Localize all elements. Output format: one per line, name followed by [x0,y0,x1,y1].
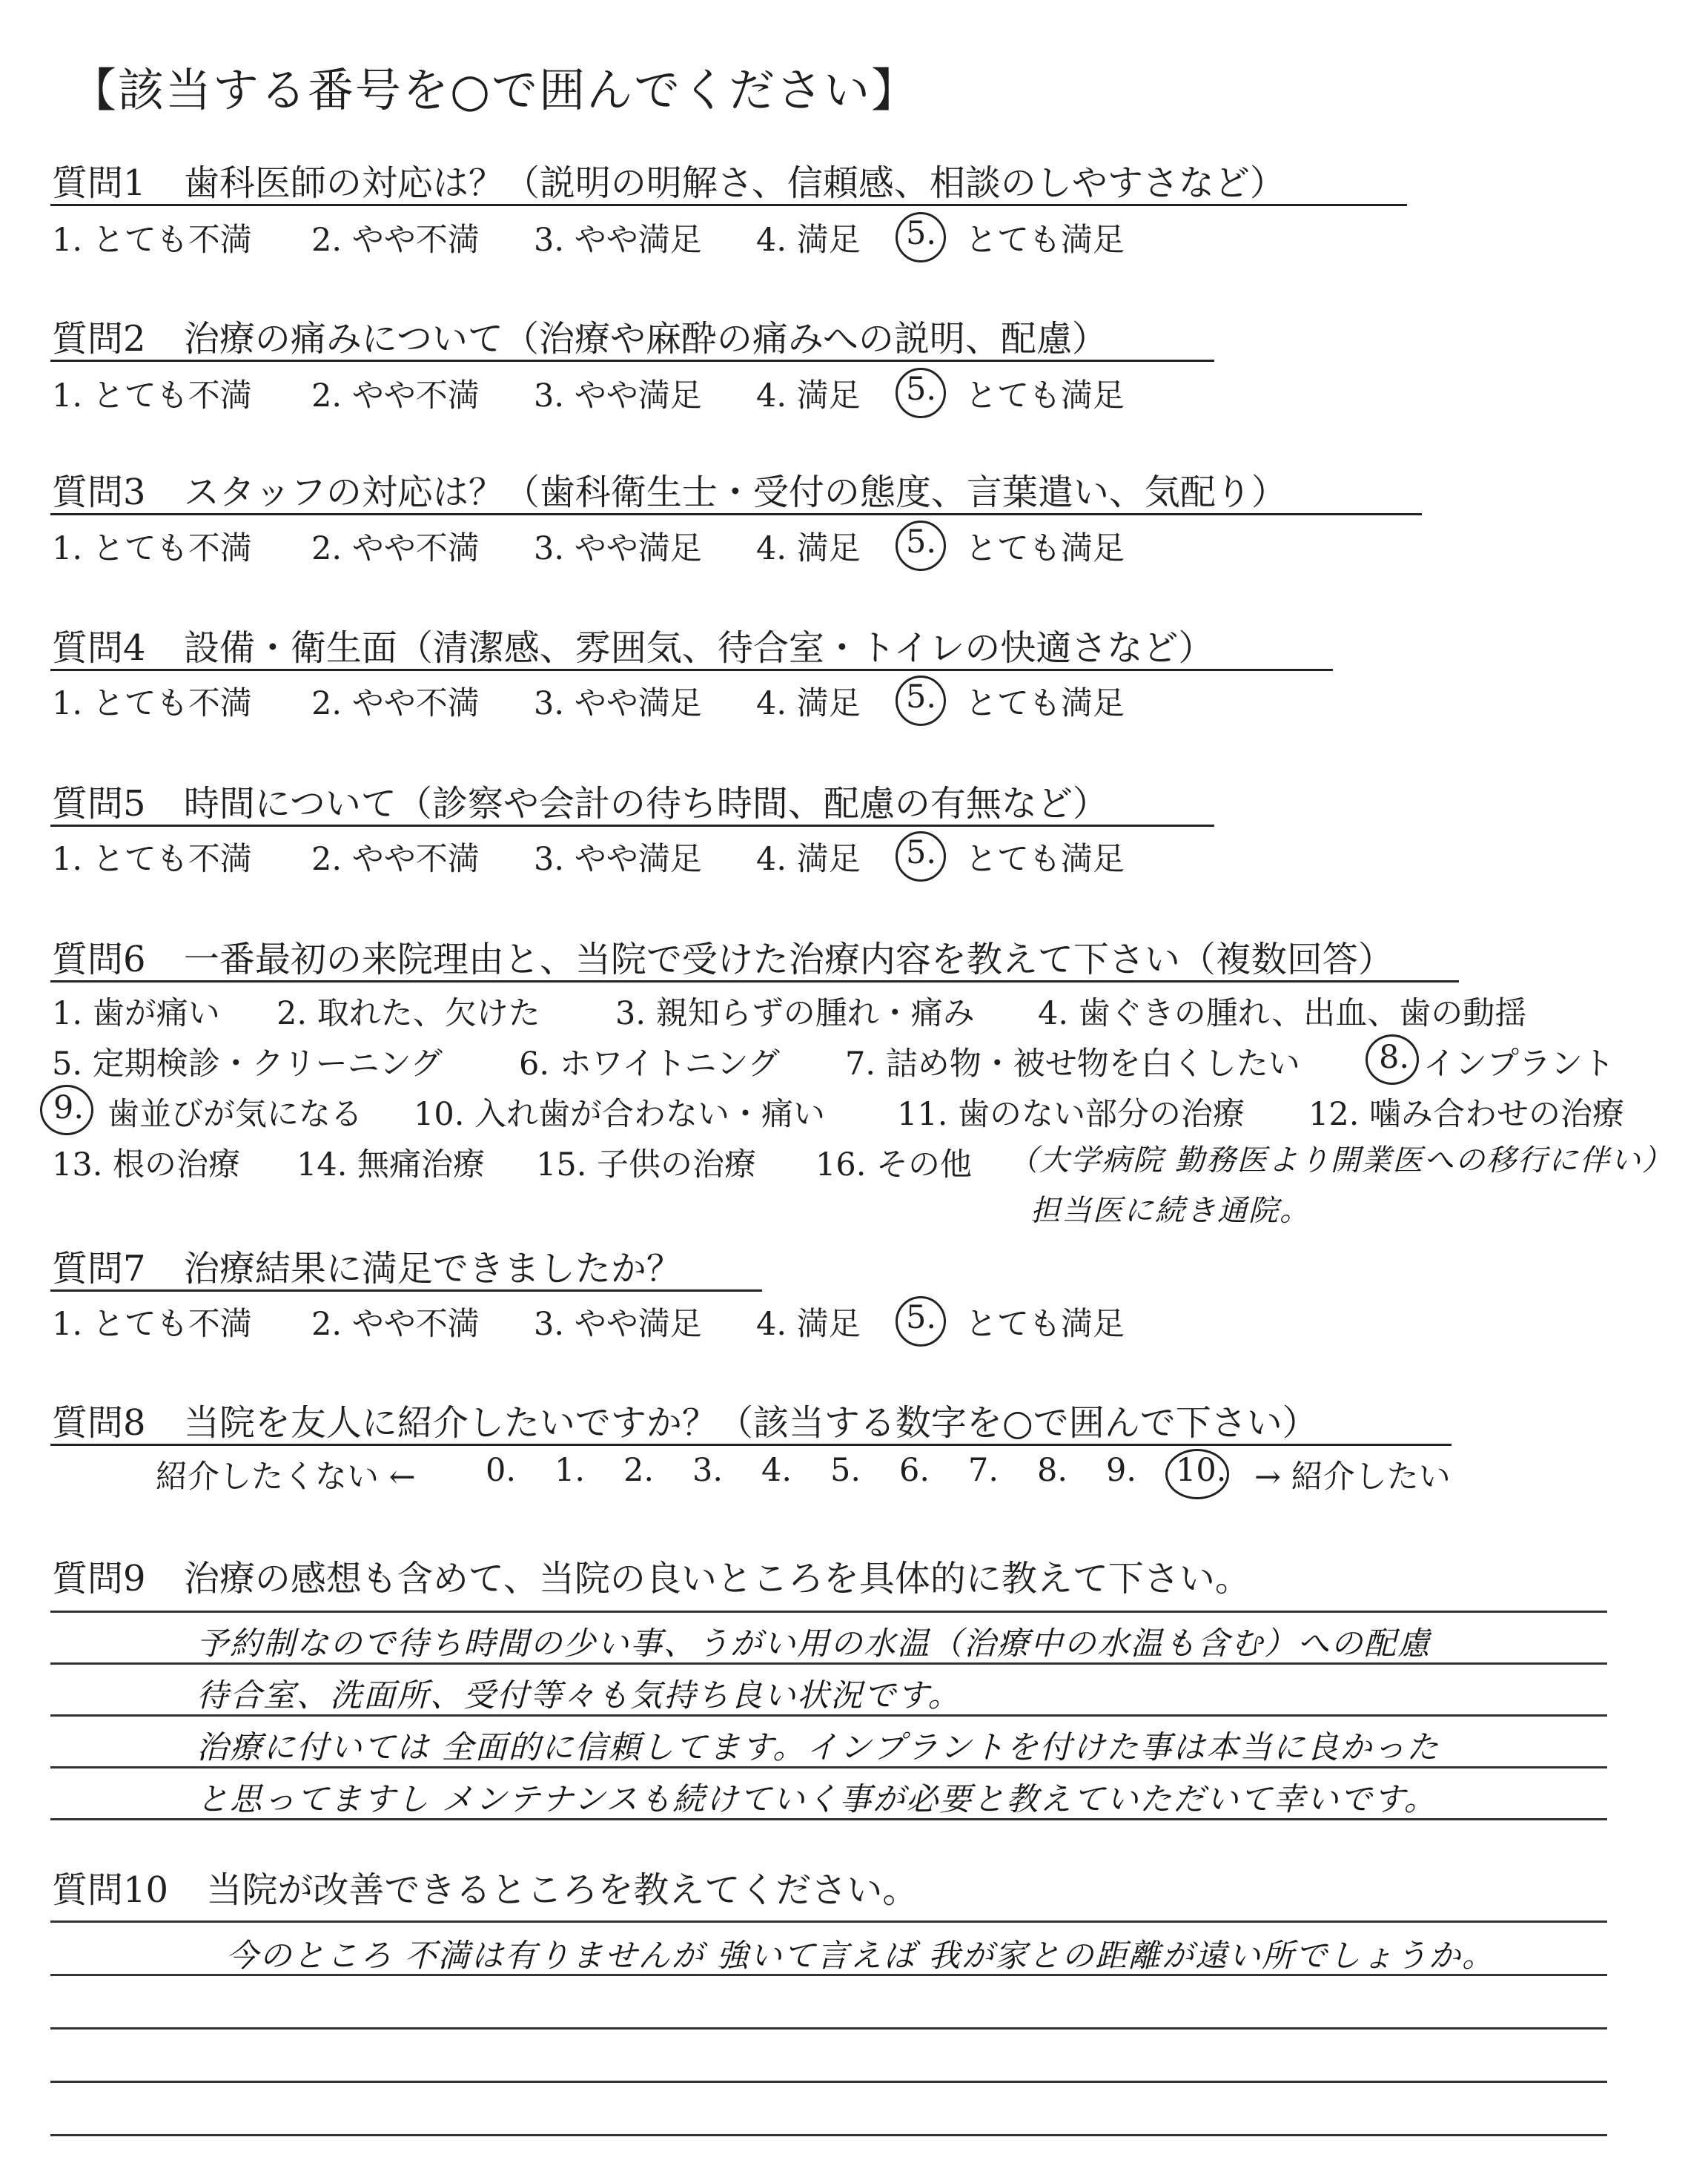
score-6[interactable]: 6. [899,1452,930,1489]
selection-circle [1366,1034,1419,1085]
option-5[interactable]: 5. [906,834,937,871]
score-10[interactable]: 10. [1176,1452,1227,1489]
option-5[interactable]: 5. [906,1299,937,1336]
q6-other-handwritten-1: （大学病院 勤務医より開業医への移行に伴い） [1008,1143,1673,1178]
question-underline [50,513,1422,515]
answer-scale-7 [52,1299,1683,1344]
option-4[interactable]: 4. 満足 [756,685,861,722]
question-text: スタッフの対応は？（歯科衛生士・受付の態度、言葉遣い、気配り） [183,472,1287,513]
question-9 [52,1550,1251,1601]
question-text: 歯科医師の対応は？（説明の明解さ、信頼感、相談のしやすさなど） [183,162,1285,204]
q9-answer-line-1: 予約制なので待ち時間の少い事、うがい用の水温（治療中の水温も含む）への配慮 [196,1625,1431,1662]
question-10 [52,1861,918,1912]
q6-other-handwritten-2: 担当医に続き通院。 [1030,1194,1311,1228]
answer-rule [50,2027,1607,2029]
option-1[interactable]: 1. とても不満 [52,222,252,259]
q6-option-3[interactable]: 3. 親知らずの腫れ・痛み [615,995,975,1032]
option-2[interactable]: 2. やや不満 [311,841,480,878]
score-2[interactable]: 2. [623,1452,655,1489]
option-1[interactable]: 1. とても不満 [52,1306,252,1343]
question-underline [50,825,1214,827]
answer-rule [50,2081,1607,2083]
question-underline [50,1444,1452,1446]
q6-option-7[interactable]: 7. 詰め物・被せ物を白くしたい [845,1046,1300,1083]
question-4 [52,619,1214,670]
selection-circle [40,1085,93,1135]
answer-rule [50,1920,1607,1923]
question-label: 質問1 [52,162,146,204]
q6-option-1[interactable]: 1. 歯が痛い [52,995,220,1032]
selection-circle [1165,1449,1229,1499]
question-label: 質問10 [52,1869,169,1911]
question-3 [52,463,1287,515]
option-4[interactable]: 4. 満足 [756,530,861,567]
answer-rule [50,2134,1607,2136]
q10-answer-line-1: 今のところ 不満は有りませんが 強いて言えば 我が家との距離が遠い所でしょうか。 [226,1938,1496,1975]
question-8 [52,1394,1318,1445]
question-6 [52,931,1394,982]
score-4[interactable]: 4. [761,1452,792,1489]
question-text: 一番最初の来院理由と、当院で受けた治療内容を教えて下さい（複数回答） [183,939,1394,980]
q6-option-13[interactable]: 13. 根の治療 [52,1146,241,1183]
option-5-label: とても満足 [965,530,1125,567]
option-5-label: とても満足 [965,222,1125,259]
q6-option-8-number[interactable]: 8. [1379,1039,1410,1076]
question-text: 時間について（診察や会計の待ち時間、配慮の有無など） [183,783,1108,825]
option-5-label: とても満足 [965,841,1125,878]
option-3[interactable]: 3. やや満足 [534,685,702,722]
question-underline [50,360,1214,362]
q6-option-4[interactable]: 4. 歯ぐきの腫れ、出血、歯の動揺 [1038,995,1527,1032]
question-label: 質問7 [52,1248,146,1289]
q9-answer-line-3: 治療に付いては 全面的に信頼してます。インプラントを付けた事は本当に良かった [196,1729,1440,1766]
option-5[interactable]: 5. [906,524,937,561]
q6-options [52,988,1683,1278]
option-1[interactable]: 1. とても不満 [52,530,252,567]
option-4[interactable]: 4. 満足 [756,377,861,415]
option-5-label: とても満足 [965,1306,1125,1343]
option-1[interactable]: 1. とても不満 [52,377,252,415]
selection-circle [896,521,946,571]
option-1[interactable]: 1. とても不満 [52,841,252,878]
answer-scale-4 [52,678,1683,723]
recommend-scale-left: 紹介したくない ← [156,1459,416,1496]
selection-circle [896,1296,946,1347]
option-2[interactable]: 2. やや不満 [311,1306,480,1343]
q9-answer-line-2: 待合室、洗面所、受付等々も気持ち良い状況です。 [196,1677,961,1714]
q6-option-2[interactable]: 2. 取れた、欠けた [277,995,540,1032]
score-5[interactable]: 5. [830,1452,861,1489]
question-label: 質問9 [52,1558,146,1599]
q6-option-16[interactable]: 16. その他 [815,1146,973,1183]
score-1[interactable]: 1. [555,1452,586,1489]
question-text: 治療の痛みについて（治療や麻酔の痛みへの説明、配慮） [183,318,1108,360]
question-label: 質問4 [52,627,146,669]
option-2[interactable]: 2. やや不満 [311,222,480,259]
question-underline [50,980,1459,982]
score-9[interactable]: 9. [1106,1452,1137,1489]
option-4[interactable]: 4. 満足 [756,1306,861,1343]
question-text: 設備・衛生面（清潔感、雰囲気、待合室・トイレの快適さなど） [183,627,1214,669]
q6-option-12[interactable]: 12. 噛み合わせの治療 [1308,1096,1625,1133]
q6-option-5[interactable]: 5. 定期検診・クリーニング [52,1046,443,1083]
q6-option-8-label: インプラント [1423,1046,1615,1083]
question-label: 質問3 [52,472,146,513]
question-underline [50,669,1333,671]
option-3[interactable]: 3. やや満足 [534,841,702,878]
option-3[interactable]: 3. やや満足 [534,377,702,415]
answer-scale-3 [52,524,1683,568]
score-3[interactable]: 3. [692,1452,724,1489]
option-5-label: とても満足 [965,685,1125,722]
selection-circle [896,212,946,262]
option-2[interactable]: 2. やや不満 [311,530,480,567]
selection-circle [896,368,946,418]
question-text: 当院が改善できるところを教えてください。 [206,1869,918,1911]
question-label: 質問6 [52,939,146,980]
page-title: 【該当する番号を○で囲んでください】 [70,63,919,117]
question-underline [50,1289,762,1292]
q6-option-15[interactable]: 15. 子供の治療 [536,1146,757,1183]
option-4[interactable]: 4. 満足 [756,222,861,259]
option-1[interactable]: 1. とても不満 [52,685,252,722]
answer-scale-5 [52,834,1683,879]
answer-scale-1 [52,215,1683,260]
question-text: 治療の感想も含めて、当院の良いところを具体的に教えて下さい。 [183,1558,1251,1599]
option-3[interactable]: 3. やや満足 [534,530,702,567]
q6-option-14[interactable]: 14. 無痛治療 [297,1146,486,1183]
question-2 [52,310,1108,361]
question-label: 質問2 [52,318,146,360]
question-underline [50,204,1407,206]
question-text: 当院を友人に紹介したいですか？（該当する数字を○で囲んで下さい） [183,1402,1318,1444]
question-1 [52,154,1285,205]
question-label: 質問5 [52,783,146,825]
option-5-label: とても満足 [965,377,1125,415]
option-5[interactable]: 5. [906,371,937,408]
option-2[interactable]: 2. やや不満 [311,377,480,415]
answer-rule [50,1611,1607,1613]
question-5 [52,775,1108,826]
option-3[interactable]: 3. やや満足 [534,222,702,259]
score-7[interactable]: 7. [968,1452,999,1489]
option-5[interactable]: 5. [906,215,937,252]
q6-option-9-label: 歯並びが気になる [107,1096,363,1133]
option-2[interactable]: 2. やや不満 [311,685,480,722]
q6-option-9-number[interactable]: 9. [53,1089,85,1126]
question-7 [52,1240,682,1291]
option-5[interactable]: 5. [906,678,937,716]
q9-answer-line-4: と思ってますし メンテナンスも続けていく事が必要と教えていただいて幸いです。 [196,1781,1437,1818]
option-3[interactable]: 3. やや満足 [534,1306,702,1343]
selection-circle [896,676,946,726]
score-8[interactable]: 8. [1037,1452,1068,1489]
q6-option-10[interactable]: 10. 入れ歯が合わない・痛い [414,1096,826,1133]
answer-scale-2 [52,371,1683,415]
recommend-scale [52,1452,1683,1496]
question-label: 質問8 [52,1402,146,1444]
score-0[interactable]: 0. [486,1452,517,1489]
q6-option-6[interactable]: 6. ホワイトニング [519,1046,780,1083]
q6-option-11[interactable]: 11. 歯のない部分の治療 [897,1096,1245,1133]
question-text: 治療結果に満足できましたか？ [183,1248,682,1289]
recommend-scale-right: → 紹介したい [1254,1459,1451,1496]
option-4[interactable]: 4. 満足 [756,841,861,878]
selection-circle [896,831,946,882]
